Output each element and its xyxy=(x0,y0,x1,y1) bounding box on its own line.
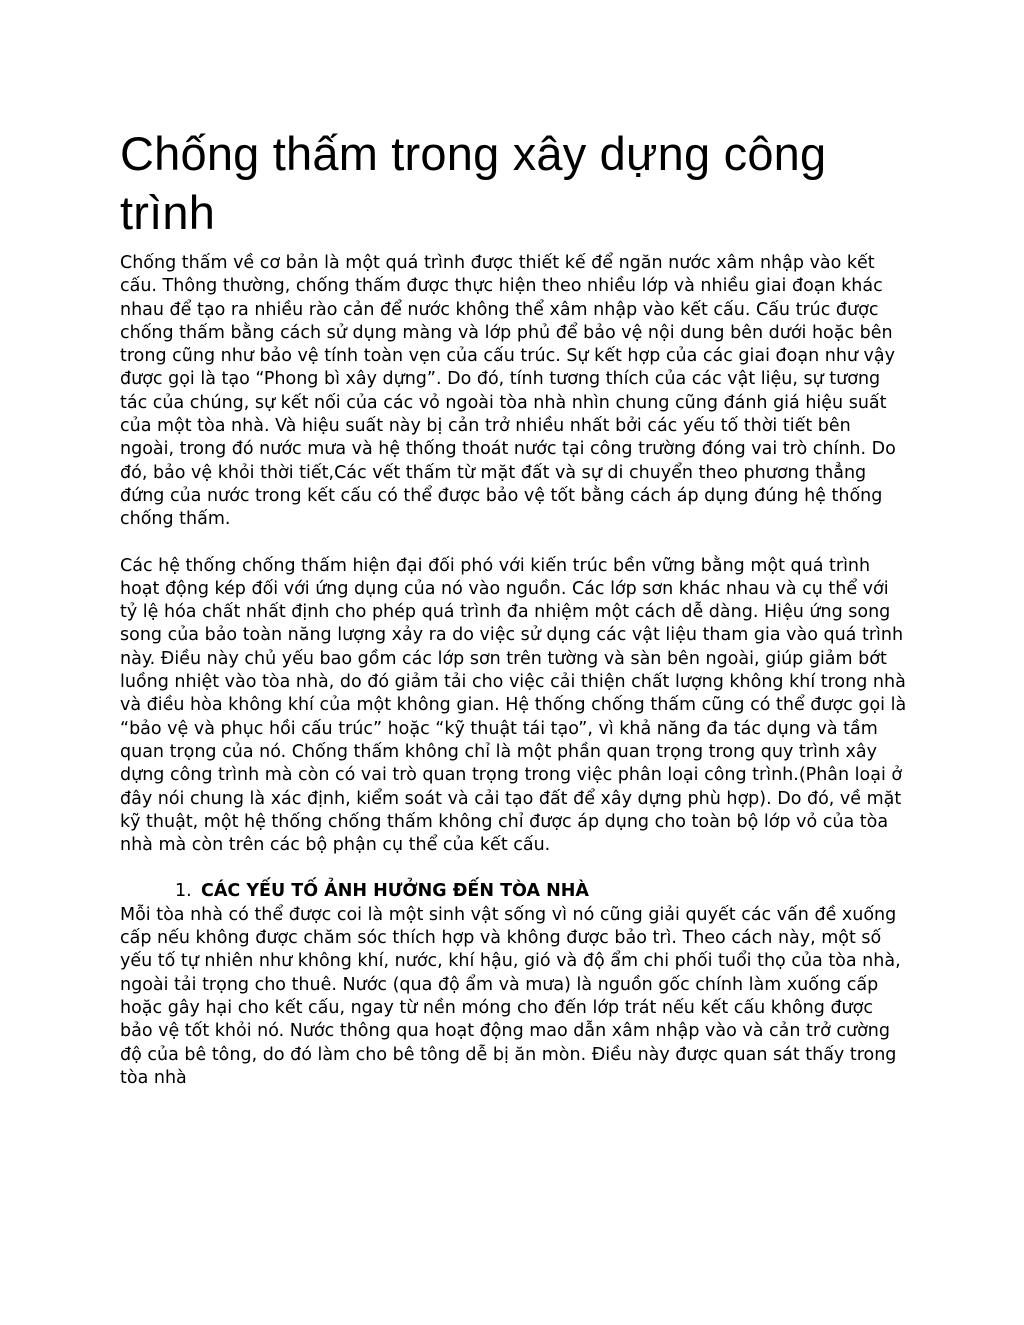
paragraph-2: Các hệ thống chống thấm hiện đại đối phó với kiến trúc bền vững bằng một quá trình hoạt động kép đối với ứng dụng của nó vào nguồn. Các lớp sơn khác nhau và cụ thể với tỷ lệ hóa chất nhất định cho phép quá trình đa nhiệm một cách dễ dàng. Hiệu ứng song song của bảo toàn năng lượng xảy ra do việc sử dụng các vật liệu tham gia vào quá trình này. Điều này chủ yếu bao gồm các lớp sơn trên tường và sàn bên ngoài, giúp giảm bớt luồng nhiệt vào tòa nhà, do đó giảm tải cho việc cải thiện chất lượng không khí trong nhà và điều hòa không khí của một không gian. Hệ thống chống thấm cũng có thể được gọi là “bảo vệ và phục hồi cấu trúc” hoặc “kỹ thuật tái tạo”, vì khả năng đa tác dụng và tầm quan trọng của nó. Chống thấm không chỉ là một phần quan trọng trong quy trình xây dựng công trình mà còn có vai trò quan trọng trong việc phân loại công trình.(Phân loại ở đây nói chung là xác định, kiểm soát và cải tạo đất để xây dựng phù hợp). Do đó, về mặt kỹ thuật, một hệ thống chống thấm không chỉ được áp dụng cho toàn bộ lớp vỏ của tòa nhà mà còn trên các bộ phận cụ thể của kết cấu. xyxy=(120,555,907,856)
list-item xyxy=(120,880,910,903)
document-page xyxy=(120,124,910,1090)
list-item-number: 1. xyxy=(175,881,192,902)
paragraph-1: Chống thấm về cơ bản là một quá trình được thiết kế để ngăn nước xâm nhập vào kết cấu. Thông thường, chống thấm được thực hiện theo nhiều lớp và nhiều giai đoạn khác nhau để tạo ra nhiều rào cản để nước không thể xâm nhập vào kết cấu. Cấu trúc được chống thấm bằng cách sử dụng màng và lớp phủ để bảo vệ nội dung bên dưới hoặc bên trong cũng như bảo vệ tính toàn vẹn của cấu trúc. Sự kết hợp của các giai đoạn như vậy được gọi là tạo “Phong bì xây dựng”. Do đó, tính tương thích của các vật liệu, sự tương tác của chúng, sự kết nối của các vỏ ngoài tòa nhà nhìn chung cũng đánh giá hiệu suất của một tòa nhà. Và hiệu suất này bị cản trở nhiều nhất bởi các yếu tố thời tiết bên ngoài, trong đó nước mưa và hệ thống thoát nước tại công trường đóng vai trò chính. Do đó, bảo vệ khỏi thời tiết,Các vết thấm từ mặt đất và sự di chuyển theo phương thẳng đứng của nước trong kết cấu có thể được bảo vệ tốt bằng cách áp dụng đúng hệ thống chống thấm. xyxy=(120,253,896,530)
section-heading: CÁC YẾU TỐ ẢNH HƯỞNG ĐẾN TÒA NHÀ xyxy=(201,881,589,902)
document-title: Chống thấm trong xây dựng công trình xyxy=(120,127,827,239)
paragraph-3: Mỗi tòa nhà có thể được coi là một sinh vật sống vì nó cũng giải quyết các vấn đề xuống cấp nếu không được chăm sóc thích hợp và không được bảo trì. Theo cách này, một số yếu tố tự nhiên như không khí, nước, khí hậu, gió và độ ẩm chi phối tuổi thọ của tòa nhà, ngoài tải trọng cho thuê. Nước (qua độ ẩm và mưa) là nguồn gốc chính làm xuống cấp hoặc gây hại cho kết cấu, ngay từ nền móng cho đến lớp trát nếu kết cấu không được bảo vệ tốt khỏi nó. Nước thông qua hoạt động mao dẫn xâm nhập vào và cản trở cường độ của bê tông, do đó làm cho bê tông dễ bị ăn mòn. Điều này được quan sát thấy trong tòa nhà xyxy=(120,904,901,1088)
numbered-list xyxy=(120,880,910,903)
